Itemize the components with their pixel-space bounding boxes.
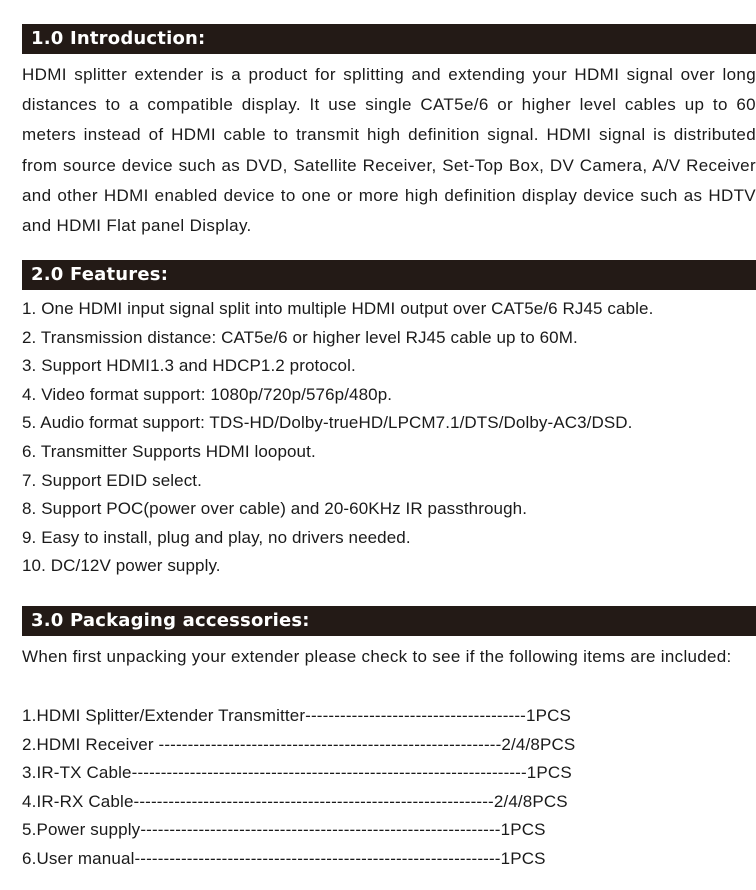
feature-item: 2. Transmission distance: CAT5e/6 or higher level RJ45 cable up to 60M. [22,327,578,347]
accessory-item: 1.HDMI Splitter/Extender Transmitter--------------------------------------1PCS [22,706,571,725]
packaging-intro: When first unpacking your extender please check to see if the following items are included: [22,647,732,666]
feature-item: 10. DC/12V power supply. [22,556,221,576]
accessories-list [22,702,756,874]
accessory-item: 2.HDMI Receiver -----------------------------------------------------------2/4/8PCS [22,734,576,754]
feature-item: 3. Support HDMI1.3 and HDCP1.2 protocol. [22,356,356,376]
accessory-item: 6.User manual---------------------------------------------------------------1PCS [22,848,546,868]
accessory-item: 5.Power supply--------------------------------------------------------------1PCS [22,820,546,840]
features-list [22,295,756,581]
introduction-heading: 1.0 Introduction: [22,24,756,54]
feature-item: 7. Support EDID select. [22,470,202,490]
feature-item: 8. Support POC(power over cable) and 20-60KHz IR passthrough. [22,499,528,519]
introduction-paragraph: HDMI splitter extender is a product for splitting and extending your HDMI signal over long distances to a compatible display. It use single CAT5e/6 or higher level cables up to 60 meters instead of HDMI cable to transmit high definition signal. HDMI signal is distributed from source device such as DVD, Satellite Receiver, Set-Top Box, DV Camera, A/V Receiver and other HDMI enabled device to one or more high definition display device such as HDTV and HDMI Flat panel Display. [22,65,756,236]
feature-item: 1. One HDMI input signal split into multiple HDMI output over CAT5e/6 RJ45 cable. [22,299,654,318]
feature-item: 9. Easy to install, plug and play, no drivers needed. [22,527,411,547]
feature-item: 6. Transmitter Supports HDMI loopout. [22,441,316,461]
accessory-item: 4.IR-RX Cable--------------------------------------------------------------2/4/8PCS [22,791,568,811]
feature-item: 4. Video format support: 1080p/720p/576p/480p. [22,384,393,404]
feature-item: 5. Audio format support: TDS-HD/Dolby-trueHD/LPCM7.1/DTS/Dolby-AC3/DSD. [22,413,633,433]
accessory-item: 3.IR-TX Cable--------------------------------------------------------------------1PCS [22,763,572,783]
features-heading: 2.0 Features: [22,260,756,290]
packaging-heading: 3.0 Packaging accessories: [22,606,756,636]
